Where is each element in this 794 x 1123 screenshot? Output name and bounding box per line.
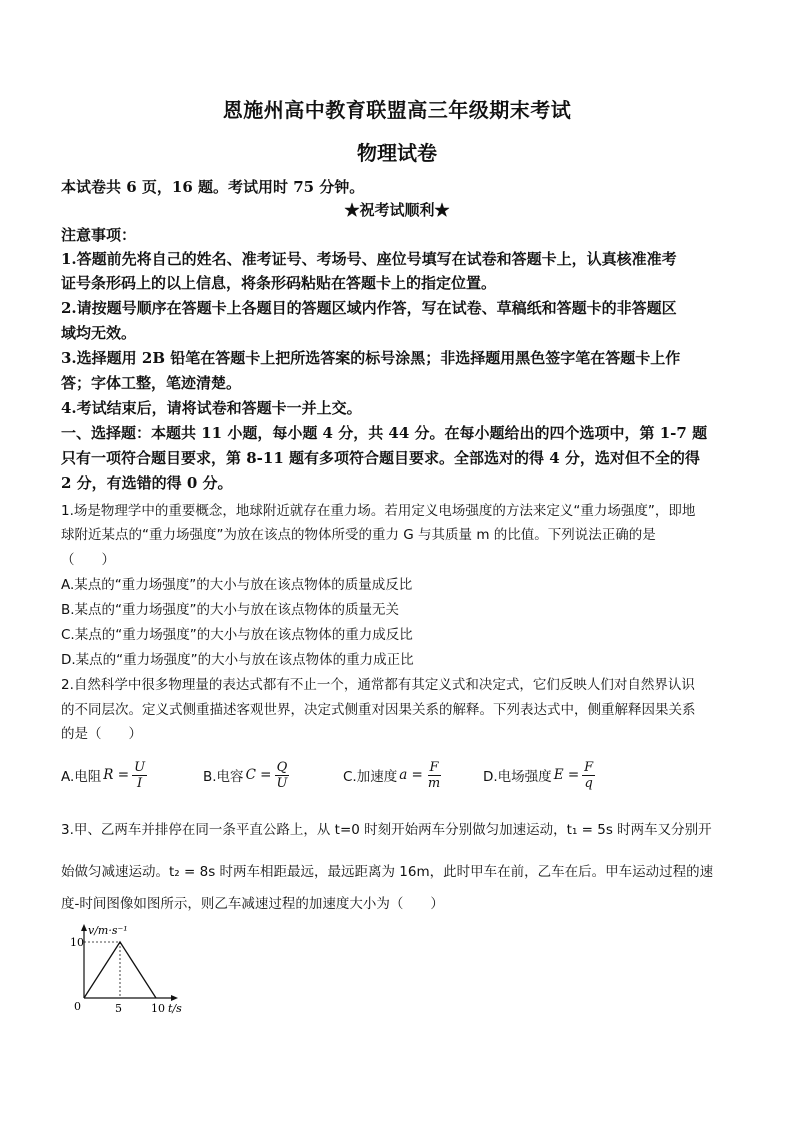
notice-line: 3.选择题用 2B 铅笔在答题卡上把所选答案的标号涂黑；非选择题用黑色签字笔在答题卡上作: [61, 349, 681, 367]
exam-subtitle: 物理试卷: [357, 141, 437, 165]
question-2-text: 的是（ ）: [61, 726, 142, 742]
question-2-text: 2.自然科学中很多物理量的表达式都有不止一个，通常都有其定义式和决定式，它们反映人们对自然界认识: [61, 677, 695, 693]
notice-line: 4.考试结束后，请将试卷和答题卡一并上交。: [61, 399, 362, 417]
question-1-option-b: B.某点的“重力场强度”的大小与放在该点物体的质量无关: [61, 602, 400, 618]
exam-title: 恩施州高中教育联盟高三年级期末考试: [222, 98, 572, 122]
graph-marks: [84, 942, 156, 998]
x-axis-arrow: [171, 995, 178, 1001]
notice-line: 证号条形码上的以上信息，将条形码粘贴在答题卡上的指定位置。: [61, 274, 497, 292]
formula-fraction: [426, 760, 442, 791]
formula-lhs: R =: [103, 767, 130, 783]
question-3-text: 度-时间图像如图所示，则乙车减速过程的加速度大小为（ ）: [61, 896, 444, 912]
fraction-numerator: F: [584, 759, 594, 775]
section-instructions: 只有一项符合题目要求，第 8-11 题有多项符合题目要求。全部选对的得 4 分，选对但不全的得: [61, 449, 700, 467]
fraction-denominator: m: [427, 775, 441, 791]
x-tick-label: 5: [115, 1002, 122, 1015]
formula-fraction: [275, 760, 290, 791]
option-label: B.电容: [203, 769, 244, 785]
notice-heading: 注意事项：: [61, 226, 137, 244]
question-1-text: 1.场是物理学中的重要概念，地球附近就存在重力场。若用定义电场强度的方法来定义“重力场强度”，即地: [61, 503, 696, 519]
notice-line: 域均无效。: [61, 324, 137, 342]
y-axis-label: v/m·s⁻¹: [88, 924, 128, 937]
option-label: A.电阻: [61, 769, 102, 785]
fraction-numerator: F: [429, 759, 439, 775]
x-axis-label: t/s: [168, 1002, 182, 1015]
question-2-text: 的不同层次。定义式侧重描述客观世界，决定式侧重对因果关系的解释。下列表达式中，侧重解释因果关系: [61, 702, 696, 718]
formula-lhs: a =: [399, 767, 423, 783]
question-1-option-d: D.某点的“重力场强度”的大小与放在该点物体的重力成正比: [61, 652, 414, 668]
formula-fraction: [582, 760, 595, 791]
fraction-numerator: U: [134, 759, 146, 775]
fraction-denominator: I: [136, 775, 143, 791]
question-1-text: 球附近某点的“重力场强度”为放在该点的物体所受的重力 G 与其质量 m 的比值。下列说法正确的是: [61, 527, 656, 543]
notice-line: 1.答题前先将自己的姓名、准考证号、考场号、座位号填写在试卷和答题卡上，认真核准准考: [61, 250, 677, 268]
question-2-option-d: [483, 755, 598, 795]
fraction-denominator: U: [276, 775, 288, 791]
formula-lhs: E =: [553, 767, 580, 783]
velocity-time-graph: [70, 922, 220, 1022]
y-tick-label: 10: [70, 936, 84, 949]
notice-line: 2.请按题号顺序在答题卡上各题目的答题区域内作答，写在试卷、草稿纸和答题卡的非答题区: [61, 299, 677, 317]
option-label: D.电场强度: [483, 769, 552, 785]
question-2-option-a: [61, 755, 150, 795]
formula-lhs: C =: [245, 767, 272, 783]
origin-label: 0: [74, 1000, 81, 1013]
question-1-blank: （ ）: [61, 552, 115, 568]
exam-info: 本试卷共 6 页，16 题。考试用时 75 分钟。: [61, 178, 365, 196]
question-3-text: 始做匀减速运动。t₂ = 8s 时两车相距最远，最远距离为 16m，此时甲车在前，乙车在后。甲车运动过程的速: [61, 864, 714, 880]
section-instructions: 一、选择题：本题共 11 小题，每小题 4 分，共 44 分。在每小题给出的四个选项中，第 1-7 题: [61, 424, 708, 442]
question-1-option-a: A.某点的“重力场强度”的大小与放在该点物体的质量成反比: [61, 577, 413, 593]
fraction-numerator: Q: [276, 759, 288, 775]
formula-fraction: [132, 760, 147, 791]
option-label: C.加速度: [343, 769, 398, 785]
question-2-option-c: [343, 755, 445, 795]
section-instructions: 2 分，有选错的得 0 分。: [61, 474, 233, 492]
fraction-denominator: q: [584, 775, 593, 791]
question-2-option-b: [203, 755, 292, 795]
good-luck-line: ★祝考试顺利★: [344, 201, 450, 219]
question-1-option-c: C.某点的“重力场强度”的大小与放在该点物体的重力成反比: [61, 627, 413, 643]
notice-line: 答；字体工整，笔迹清楚。: [61, 374, 242, 392]
question-3-text: 3.甲、乙两车并排停在同一条平直公路上，从 t=0 时刻开始两车分别做匀加速运动，t₁ = 5s 时两车又分别开: [61, 822, 712, 838]
question-2-options: [61, 755, 741, 795]
y-axis-arrow: [81, 924, 87, 931]
x-tick-label: 10: [151, 1002, 165, 1015]
